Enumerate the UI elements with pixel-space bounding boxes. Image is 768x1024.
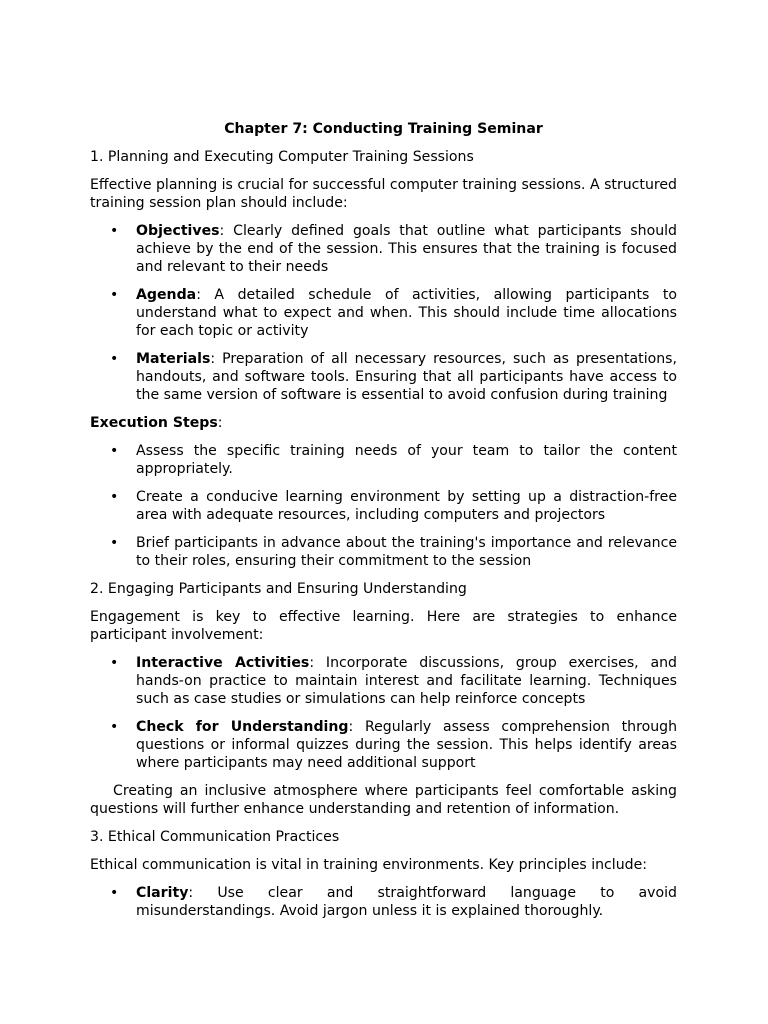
document-page — [90, 120, 677, 930]
list-item — [90, 350, 677, 404]
execution-steps-list — [90, 442, 677, 570]
list-item-text: : Preparation of all necessary resources, such as presentations, handouts, and software tools. Ensuring that all participants have access to the same version of software is essential to avoid confusion during training — [136, 351, 677, 403]
section-heading: 2. Engaging Participants and Ensuring Understanding — [90, 581, 467, 597]
bullet-icon: • — [110, 351, 119, 367]
bullet-icon: • — [110, 719, 119, 735]
list-item-term: Clarity — [136, 885, 189, 901]
planning-list — [90, 222, 677, 404]
bullet-icon: • — [110, 489, 119, 505]
list-item-text: Create a conducive learning environment by setting up a distraction-free area with adequate resources, including computers and projectors — [136, 489, 677, 523]
list-item-term: Materials — [136, 351, 211, 367]
bullet-icon: • — [110, 223, 119, 239]
ethics-list — [90, 884, 677, 920]
section-intro: Ethical communication is vital in training environments. Key principles include: — [90, 857, 648, 873]
bullet-icon: • — [110, 655, 119, 671]
list-item-term: Check for Understanding — [136, 719, 349, 735]
list-item — [90, 718, 677, 772]
section-heading: 3. Ethical Communication Practices — [90, 829, 340, 845]
list-item-text: Assess the specific training needs of your team to tailor the content appropriately. — [136, 443, 677, 477]
list-item-text: Brief participants in advance about the training's importance and relevance to their roles, ensuring their commitment to the session — [136, 535, 677, 569]
list-item-text: : Incorporate discussions, group exercises, and hands-on practice to maintain interest and facilitate learning. Techniques such as case studies or simulations can help reinforce concepts — [136, 655, 677, 707]
chapter-title: Chapter 7: Conducting Training Seminar — [224, 121, 543, 137]
list-item-text: : Regularly assess comprehension through questions or informal quizzes during the session. This helps identify areas where participants may need additional support — [136, 719, 678, 771]
list-item — [90, 884, 677, 920]
list-item-text: : A detailed schedule of activities, allowing participants to understand what to expect and when. This should include time allocations for each topic or activity — [136, 287, 677, 339]
bullet-icon: • — [110, 443, 119, 459]
bullet-icon: • — [110, 287, 119, 303]
list-item — [90, 286, 677, 340]
section-intro: Effective planning is crucial for successful computer training sessions. A structured training session plan should include: — [90, 177, 677, 211]
closing-paragraph: Creating an inclusive atmosphere where participants feel comfortable asking questions will further enhance understanding and retention of information. — [90, 783, 677, 817]
execution-steps-label: Execution Steps: — [90, 415, 223, 431]
list-item-text: : Use clear and straightforward language to avoid misunderstandings. Avoid jargon unless it is explained thoroughly. — [136, 885, 677, 919]
list-item-term: Agenda — [136, 287, 197, 303]
list-item-term: Objectives — [136, 223, 220, 239]
list-item — [90, 534, 677, 570]
list-item — [90, 222, 677, 276]
list-item-term: Interactive Activities — [136, 655, 310, 671]
list-item — [90, 442, 677, 478]
bullet-icon: • — [110, 885, 119, 901]
list-item — [90, 654, 677, 708]
section-heading: 1. Planning and Executing Computer Training Sessions — [90, 149, 474, 165]
list-item — [90, 488, 677, 524]
list-item-text: : Clearly defined goals that outline what participants should achieve by the end of the session. This ensures that the training is focused and relevant to their needs — [136, 223, 677, 275]
section-intro: Engagement is key to effective learning. Here are strategies to enhance participant involvement: — [90, 609, 677, 643]
bullet-icon: • — [110, 535, 119, 551]
engagement-list — [90, 654, 677, 772]
